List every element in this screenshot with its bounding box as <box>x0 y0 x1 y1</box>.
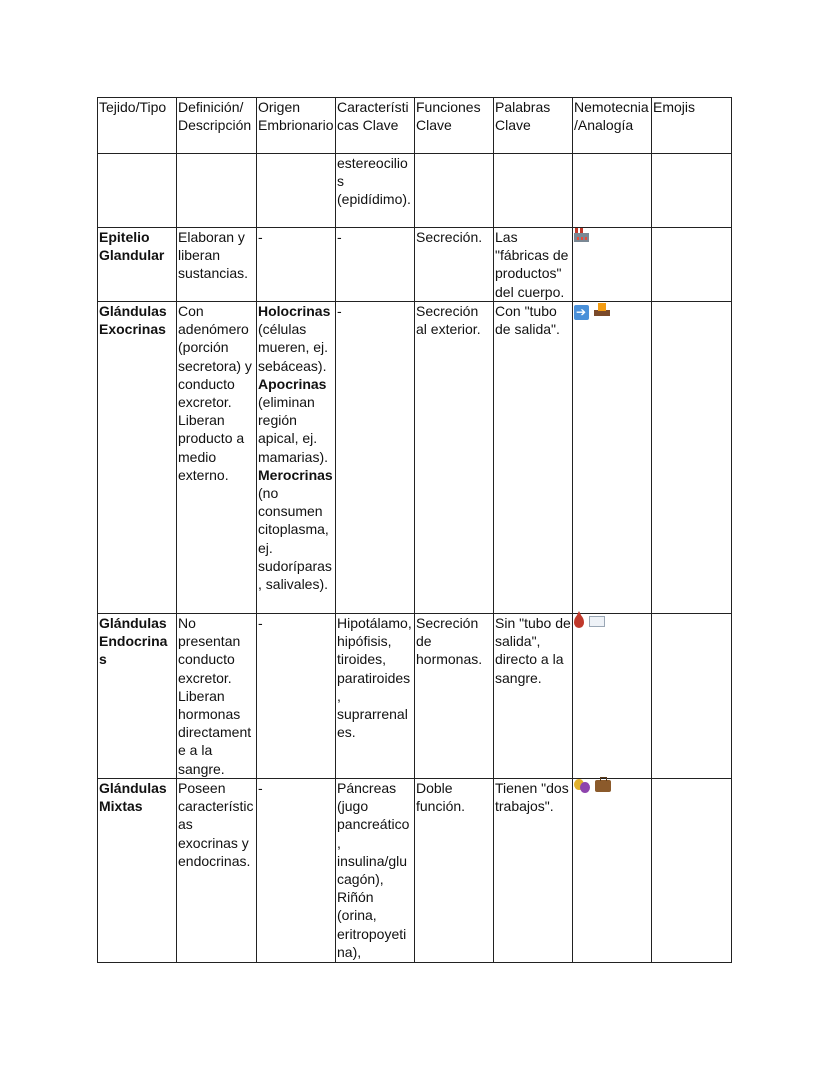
table-row <box>98 614 732 779</box>
cell-caracteristicas: Hipotálamo, hipófisis, tiroides, paratiroides, suprarrenales. <box>336 614 415 779</box>
cell-emojis <box>652 154 732 228</box>
cell-funciones <box>415 154 494 228</box>
header-funciones: Funciones Clave <box>415 98 494 154</box>
cell-origen: - <box>257 228 336 302</box>
cell-origen: Holocrinas (células mueren, ej. sebáceas). Apocrinas (eliminan región apical, ej. mamarias). Merocrinas (no consumen citoplasma, ej. sudoríparas, salivales). <box>257 302 336 614</box>
blood-drop-icon <box>574 615 584 628</box>
cell-definicion <box>177 154 257 228</box>
cell-definicion: Poseen características exocrinas y endocrinas. <box>177 779 257 963</box>
glands-table <box>97 97 732 963</box>
cell-nemotecnia <box>573 302 652 614</box>
cell-origen: - <box>257 614 336 779</box>
cell-funciones: Secreción. <box>415 228 494 302</box>
cell-origen <box>257 154 336 228</box>
cell-caracteristicas: - <box>336 302 415 614</box>
header-emojis: Emojis <box>652 98 732 154</box>
cell-nemotecnia <box>573 779 652 963</box>
cell-emojis <box>652 614 732 779</box>
cell-origen: - <box>257 779 336 963</box>
header-definicion: Definición/ Descripción <box>177 98 257 154</box>
table-row <box>98 228 732 302</box>
envelope-icon <box>589 616 605 627</box>
cell-palabras: Con "tubo de salida". <box>494 302 573 614</box>
cell-palabras <box>494 154 573 228</box>
cell-tipo: Glándulas Endocrinas <box>98 614 177 779</box>
cell-caracteristicas: - <box>336 228 415 302</box>
cell-tipo: Glándulas Mixtas <box>98 779 177 963</box>
cell-palabras: Sin "tubo de salida", directo a la sangre. <box>494 614 573 779</box>
cell-nemotecnia <box>573 228 652 302</box>
factory-icon <box>574 228 589 242</box>
right-arrow-icon: ➔ <box>575 305 588 319</box>
cell-caracteristicas: estereocilios (epidídimo). <box>336 154 415 228</box>
cell-emojis <box>652 779 732 963</box>
cell-tipo: Glándulas Exocrinas <box>98 302 177 614</box>
table-row <box>98 779 732 963</box>
cell-nemotecnia <box>573 614 652 779</box>
table-row <box>98 302 732 614</box>
cell-emojis <box>652 228 732 302</box>
cell-caracteristicas: Páncreas (jugo pancreático, insulina/glucagón), Riñón (orina, eritropoyetina), <box>336 779 415 963</box>
outbox-tray-icon <box>594 302 610 316</box>
header-caracteristicas: Características Clave <box>336 98 415 154</box>
header-tejido: Tejido/Tipo <box>98 98 177 154</box>
header-nemotecnia: Nemotecnia/Analogía <box>573 98 652 154</box>
cell-definicion: No presentan conducto excretor. Liberan hormonas directamente a la sangre. <box>177 614 257 779</box>
header-palabras: Palabras Clave <box>494 98 573 154</box>
cell-palabras: Tienen "dos trabajos". <box>494 779 573 963</box>
cell-definicion: Con adenómero (porción secretora) y conducto excretor. Liberan producto a medio externo. <box>177 302 257 614</box>
cell-emojis <box>652 302 732 614</box>
cell-palabras: Las "fábricas de productos" del cuerpo. <box>494 228 573 302</box>
performing-arts-icon <box>574 779 590 793</box>
cell-tipo: Epitelio Glandular <box>98 228 177 302</box>
table-row <box>98 154 732 228</box>
cell-funciones: Secreción al exterior. <box>415 302 494 614</box>
table-header-row <box>98 98 732 154</box>
briefcase-icon <box>595 780 611 792</box>
cell-definicion: Elaboran y liberan sustancias. <box>177 228 257 302</box>
cell-funciones: Secreción de hormonas. <box>415 614 494 779</box>
header-origen: Origen Embrionario <box>257 98 336 154</box>
cell-nemotecnia <box>573 154 652 228</box>
cell-tipo <box>98 154 177 228</box>
cell-funciones: Doble función. <box>415 779 494 963</box>
